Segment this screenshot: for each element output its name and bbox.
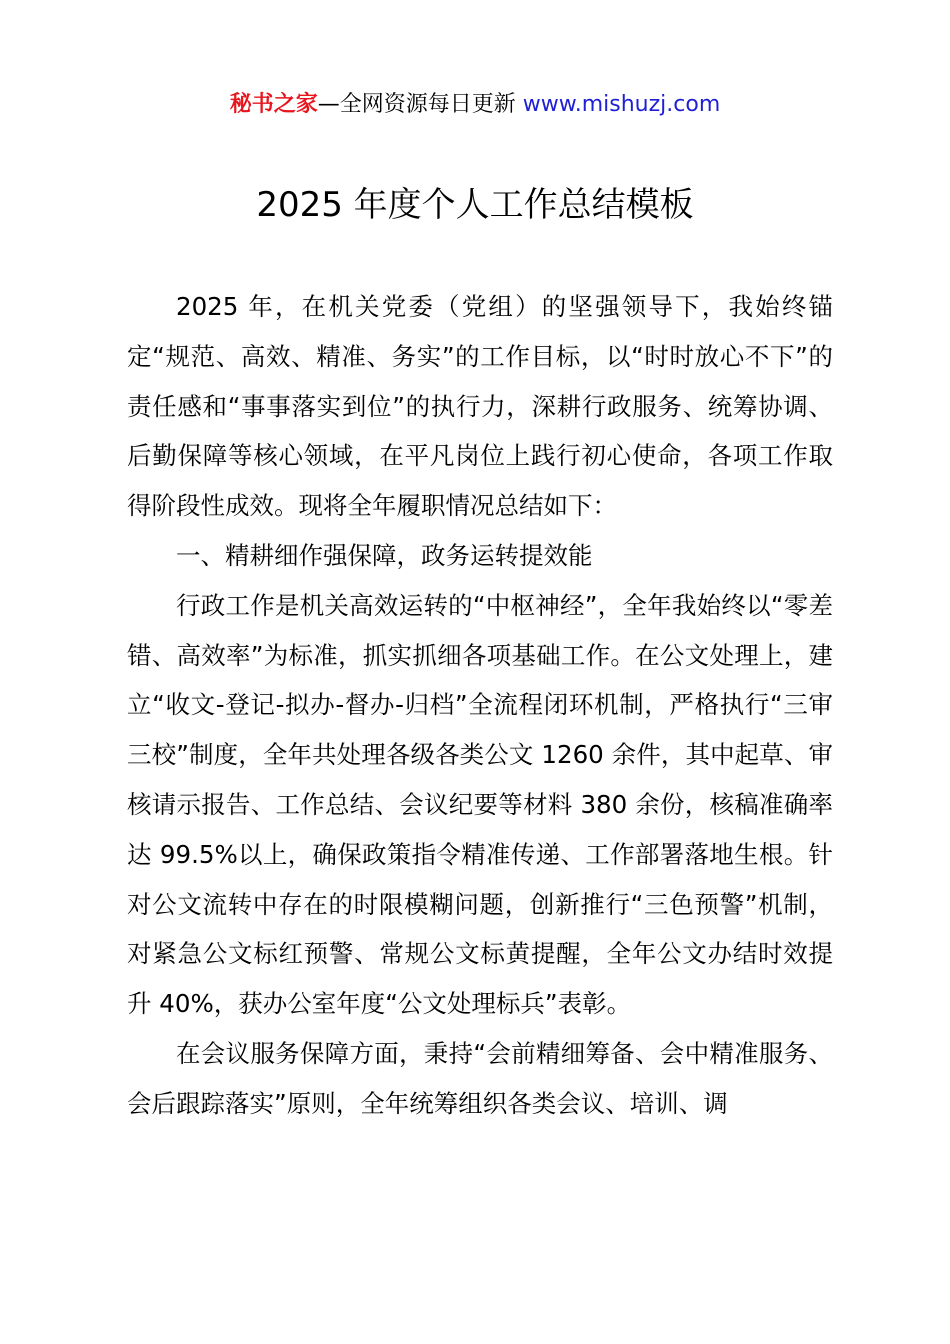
body-paragraph: 行政工作是机关高效运转的“中枢神经”，全年我始终以“零差错、高效率”为标准，抓实抓细各项基础工作。在公文处理上，建立“收文-登记-拟办-督办-归档”全流程闭环机制，严格执行“三审三校”制度，全年共处理各级各类公文 1260 余件，其中起草、审核请示报告、工作总结、会议纪要等材料 380 余份，核稿准确率达 99.5%以上，确保政策指令精准传递、工作部署落地生根。针对公文流转中存在的时限模糊问题，创新推行“三色预警”机制，对紧急公文标红预警、常规公文标黄提醒，全年公文办结时效提升 40%，获办公室年度“公文处理标兵”表彰。	[127, 590, 833, 1019]
site-brand: 秘书之家	[229, 92, 318, 117]
site-url-link[interactable]: www.mishuzj.com	[522, 92, 721, 117]
site-header	[0, 88, 950, 122]
intro-paragraph: 2025 年，在机关党委（党组）的坚强领导下，我始终锚定“规范、高效、精准、务实”的工作目标，以“时时放心不下”的责任感和“事事落实到位”的执行力，深耕行政服务、统筹协调、后勤保障等核心领域，在平凡岗位上践行初心使命，各项工作取得阶段性成效。现将全年履职情况总结如下：	[127, 292, 833, 521]
document-title: 2025 年度个人工作总结模板	[256, 185, 694, 225]
site-slogan: —全网资源每日更新	[317, 92, 523, 117]
section-heading: 一、精耕细作强保障，政务运转提效能	[176, 540, 593, 570]
body-paragraph: 在会议服务保障方面，秉持“会前精细筹备、会中精准服务、会后跟踪落实”原则，全年统筹组织各类会议、培训、调	[127, 1038, 833, 1118]
document-body	[127, 282, 833, 1129]
